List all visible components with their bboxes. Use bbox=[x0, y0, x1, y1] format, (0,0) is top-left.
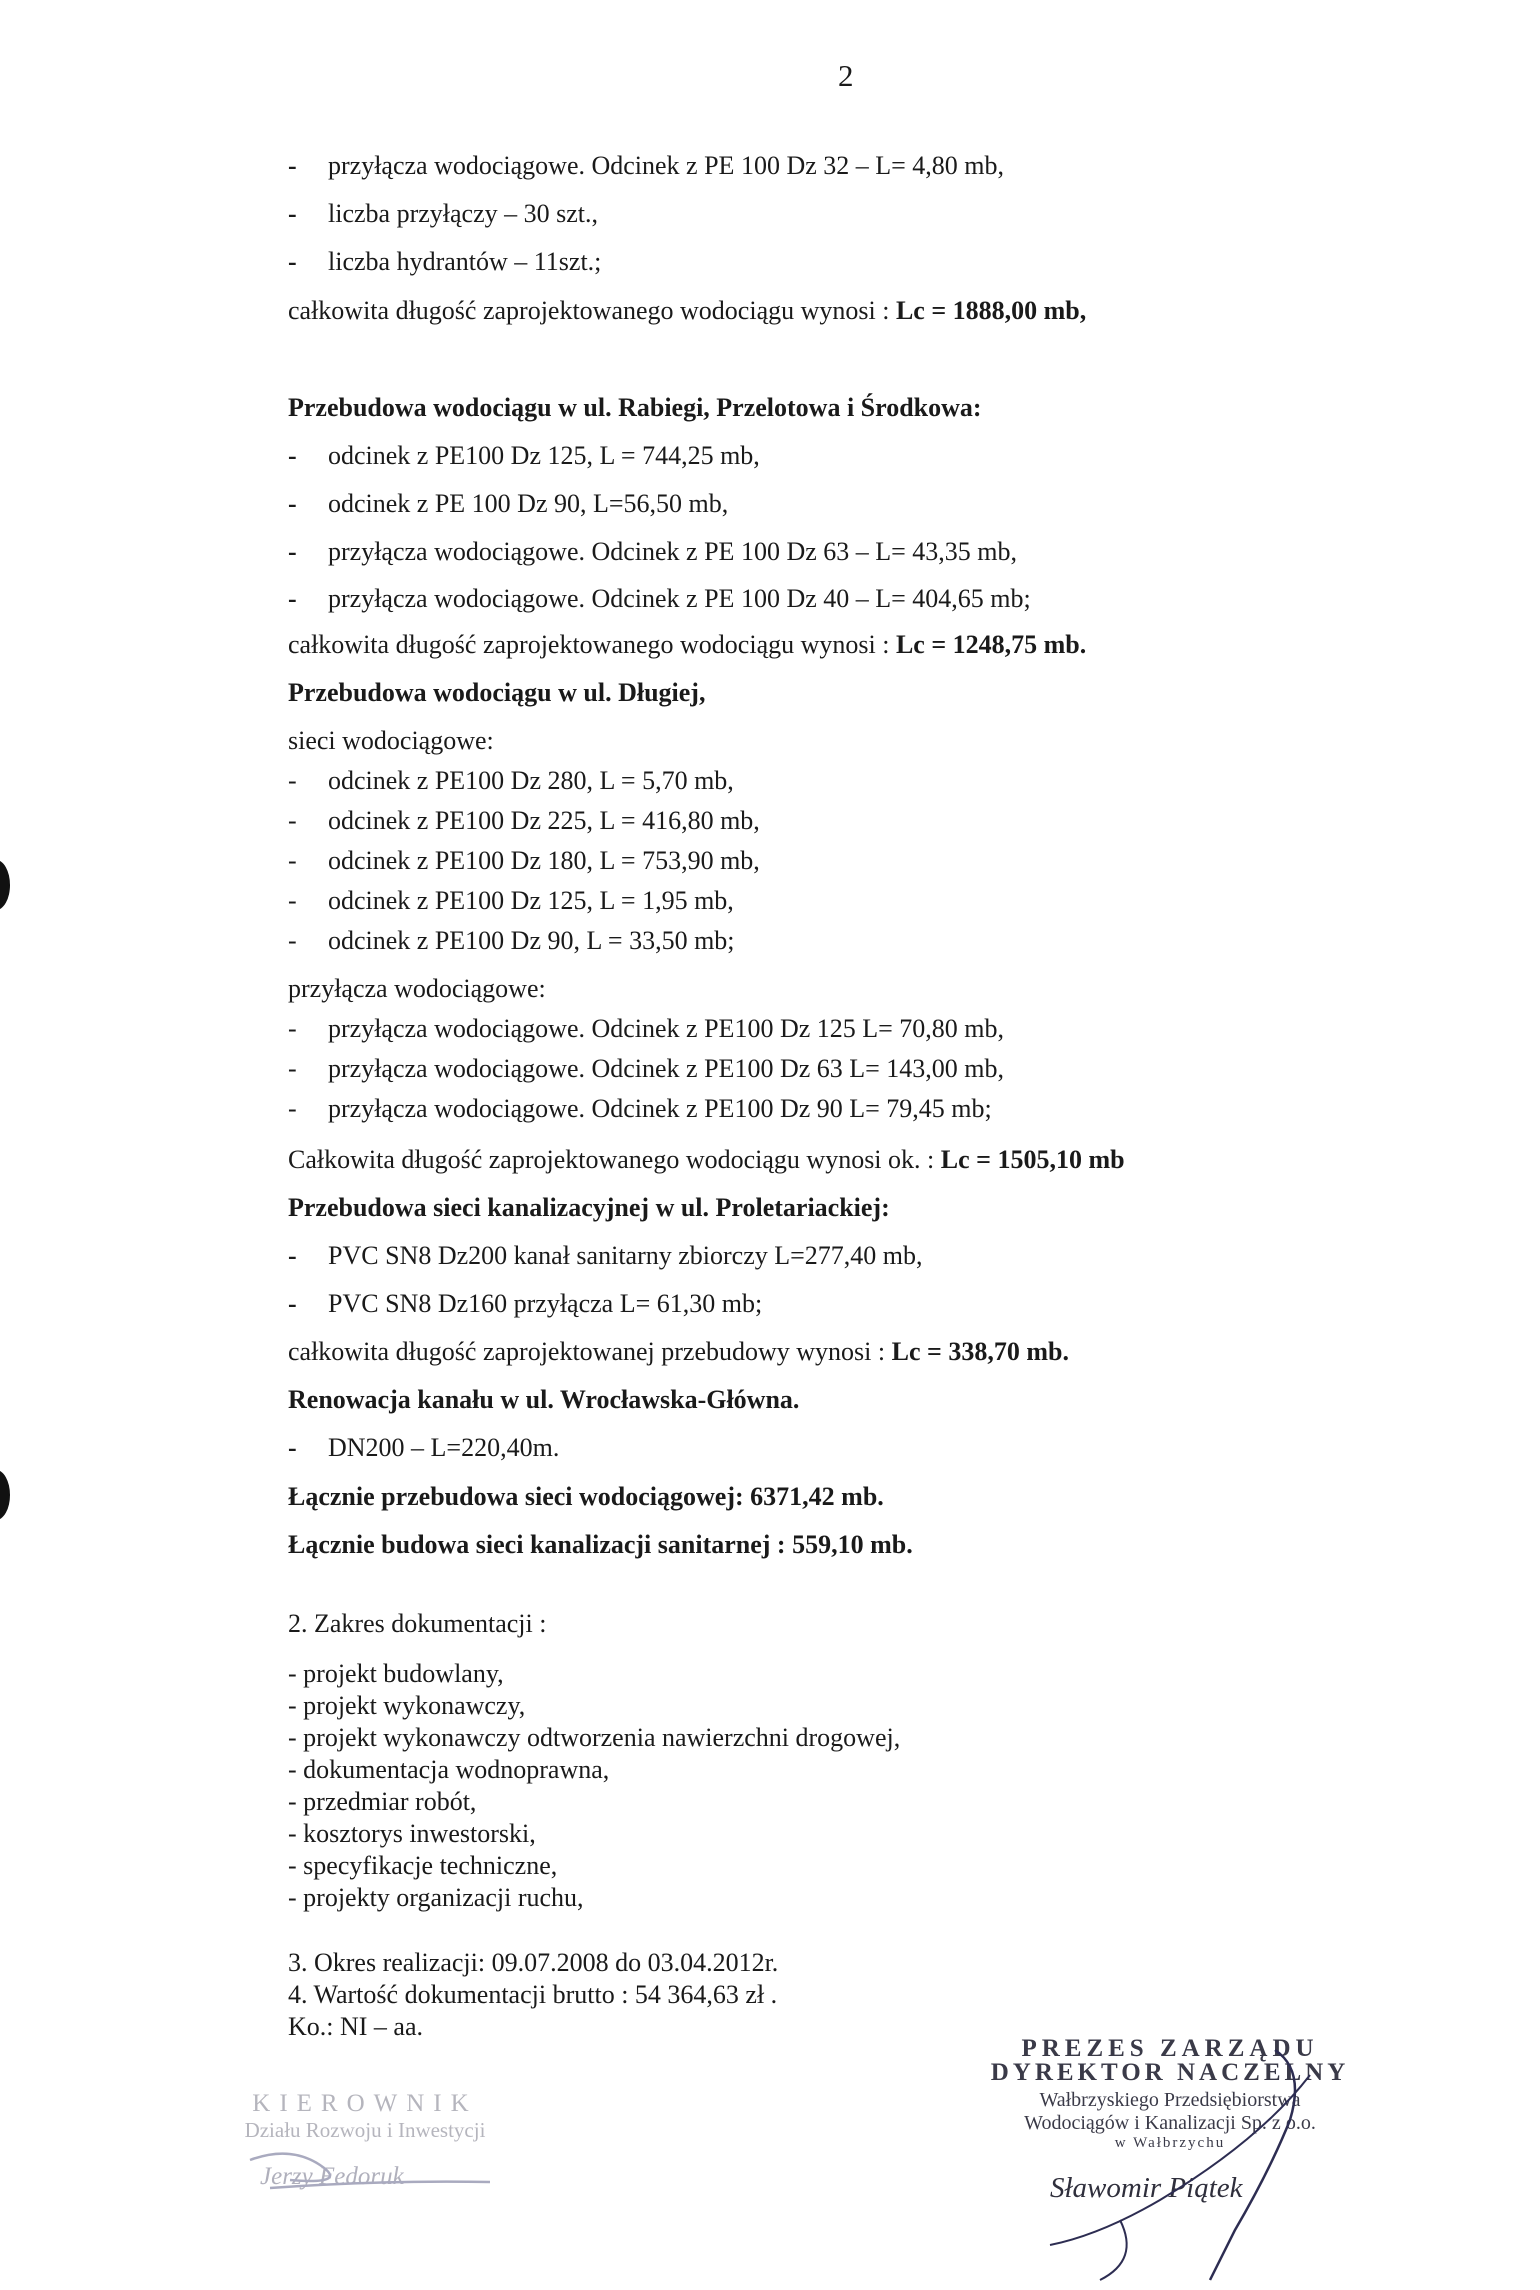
total-value: Lc = 1248,75 mb. bbox=[895, 630, 1087, 659]
bullet-dash: - bbox=[288, 1289, 297, 1318]
list-item bbox=[288, 1288, 762, 1320]
intro-total bbox=[288, 295, 1086, 327]
list-item bbox=[288, 536, 1017, 568]
list-item-text: przyłącza wodociągowe. Odcinek z PE 100 Dz 32 – L= 4,80 mb, bbox=[328, 151, 1005, 180]
scope-heading: 2. Zakres dokumentacji : bbox=[288, 1609, 547, 1638]
list-item-text: przyłącza wodociągowe. Odcinek z PE100 Dz 63 L= 143,00 mb, bbox=[328, 1054, 1005, 1083]
total-label: całkowita długość zaprojektowanego wodociągu wynosi : bbox=[288, 296, 896, 325]
list-item bbox=[288, 845, 760, 877]
bullet-dash: - bbox=[288, 846, 297, 875]
stamp-kierownik bbox=[215, 2090, 515, 2143]
bullet-dash: - bbox=[288, 886, 297, 915]
list-item-text: przyłącza wodociągowe. Odcinek z PE100 Dz 125 L= 70,80 mb, bbox=[328, 1014, 1005, 1043]
binder-hole-bottom bbox=[0, 1470, 10, 1520]
summary-line: Łącznie budowa sieci kanalizacji sanitarnej : 559,10 mb. bbox=[288, 1530, 913, 1559]
list-item-text: odcinek z PE 100 Dz 90, L=56,50 mb, bbox=[328, 489, 729, 518]
bullet-dash: - bbox=[288, 766, 297, 795]
bullet-dash: - bbox=[288, 247, 297, 276]
subheading: przyłącza wodociągowe: bbox=[288, 974, 546, 1003]
list-item-text: odcinek z PE100 Dz 225, L = 416,80 mb, bbox=[328, 806, 760, 835]
bullet-dash: - bbox=[288, 1094, 297, 1123]
scope-item: - projekty organizacji ruchu, bbox=[288, 1883, 584, 1912]
bullet-dash: - bbox=[288, 537, 297, 566]
stamp-title: PREZES ZARZĄDU bbox=[1021, 2035, 1319, 2062]
bullet-dash: - bbox=[288, 441, 297, 470]
section-total bbox=[288, 1336, 1069, 1368]
list-item bbox=[288, 1432, 559, 1464]
stamp-company-2: Wodociągów i Kanalizacji Sp. z o.o. bbox=[1024, 2112, 1316, 2134]
total-label: całkowita długość zaprojektowanego wodociągu wynosi : bbox=[288, 630, 896, 659]
list-item bbox=[288, 1093, 992, 1125]
list-item bbox=[288, 440, 760, 472]
bullet-dash: - bbox=[288, 1054, 297, 1083]
total-value: Lc = 1888,00 mb, bbox=[895, 296, 1087, 325]
list-item bbox=[288, 765, 734, 797]
list-item-text: odcinek z PE100 Dz 90, L = 33,50 mb; bbox=[328, 926, 735, 955]
stamp-company: Wałbrzyskiego Przedsiębiorstwa bbox=[1039, 2089, 1301, 2111]
scope-item: - specyfikacje techniczne, bbox=[288, 1851, 558, 1880]
list-item bbox=[288, 805, 760, 837]
total-label: Całkowita długość zaprojektowanego wodociągu wynosi ok. : bbox=[288, 1145, 941, 1174]
section-heading: Przebudowa sieci kanalizacyjnej w ul. Proletariackiej: bbox=[288, 1193, 890, 1222]
scope-item: - projekt wykonawczy, bbox=[288, 1691, 526, 1720]
stamp-title-2: DYREKTOR NACZELNY bbox=[990, 2059, 1350, 2086]
list-item-text: PVC SN8 Dz200 kanał sanitarny zbiorczy L=277,40 mb, bbox=[328, 1241, 923, 1270]
total-value: Lc = 338,70 mb. bbox=[891, 1337, 1069, 1366]
bullet-dash: - bbox=[288, 926, 297, 955]
page-number: 2 bbox=[838, 58, 854, 93]
signature-fedoruk: Jerzy Fedoruk bbox=[260, 2163, 404, 2190]
list-item-text: przyłącza wodociągowe. Odcinek z PE 100 Dz 40 – L= 404,65 mb; bbox=[328, 584, 1031, 613]
list-item-text: przyłącza wodociągowe. Odcinek z PE 100 Dz 63 – L= 43,35 mb, bbox=[328, 537, 1018, 566]
list-item-text: odcinek z PE100 Dz 180, L = 753,90 mb, bbox=[328, 846, 760, 875]
list-item-text: liczba hydrantów – 11szt.; bbox=[328, 247, 602, 276]
list-item-text: DN200 – L=220,40m. bbox=[328, 1433, 560, 1462]
list-item-text: liczba przyłączy – 30 szt., bbox=[328, 199, 598, 228]
list-item bbox=[288, 150, 1004, 182]
realization-period: 3. Okres realizacji: 09.07.2008 do 03.04.2012r. bbox=[288, 1948, 779, 1977]
list-item bbox=[288, 885, 734, 917]
bullet-dash: - bbox=[288, 151, 297, 180]
scope-item: - przedmiar robót, bbox=[288, 1787, 477, 1816]
list-item-text: przyłącza wodociągowe. Odcinek z PE100 Dz 90 L= 79,45 mb; bbox=[328, 1094, 992, 1123]
documentation-value: 4. Wartość dokumentacji brutto : 54 364,63 zł . bbox=[288, 1980, 778, 2009]
scope-item: - kosztorys inwestorski, bbox=[288, 1819, 536, 1848]
section-heading: Renowacja kanału w ul. Wrocławska-Główna. bbox=[288, 1385, 800, 1414]
bullet-dash: - bbox=[288, 489, 297, 518]
binder-hole-top bbox=[0, 860, 10, 910]
scope-item: - projekt wykonawczy odtworzenia nawierzchni drogowej, bbox=[288, 1723, 901, 1752]
bullet-dash: - bbox=[288, 1433, 297, 1462]
bullet-dash: - bbox=[288, 199, 297, 228]
subheading: sieci wodociągowe: bbox=[288, 726, 494, 755]
bullet-dash: - bbox=[288, 806, 297, 835]
bullet-dash: - bbox=[288, 584, 297, 613]
list-item-text: odcinek z PE100 Dz 125, L = 1,95 mb, bbox=[328, 886, 734, 915]
total-value: Lc = 1505,10 mb bbox=[940, 1145, 1125, 1174]
list-item-text: odcinek z PE100 Dz 280, L = 5,70 mb, bbox=[328, 766, 734, 795]
list-item bbox=[288, 198, 598, 230]
section-total bbox=[288, 629, 1086, 661]
scope-item: - dokumentacja wodnoprawna, bbox=[288, 1755, 610, 1784]
scope-item: - projekt budowlany, bbox=[288, 1659, 504, 1688]
section-total bbox=[288, 1144, 1125, 1176]
list-item bbox=[288, 583, 1031, 615]
stamp-department: Działu Rozwoju i Inwestycji bbox=[244, 2118, 486, 2142]
signature-stroke-left bbox=[230, 2140, 530, 2200]
signature-stroke-right bbox=[1040, 2030, 1360, 2290]
bullet-dash: - bbox=[288, 1241, 297, 1270]
total-label: całkowita długość zaprojektowanej przebudowy wynosi : bbox=[288, 1337, 892, 1366]
list-item bbox=[288, 488, 728, 520]
copy-note: Ko.: NI – aa. bbox=[288, 2012, 424, 2041]
list-item bbox=[288, 246, 601, 278]
stamp-city: w Wałbrzychu bbox=[1114, 2135, 1226, 2151]
list-item bbox=[288, 925, 735, 957]
bullet-dash: - bbox=[288, 1014, 297, 1043]
list-item-text: PVC SN8 Dz160 przyłącza L= 61,30 mb; bbox=[328, 1289, 763, 1318]
section-heading: Przebudowa wodociągu w ul. Długiej, bbox=[288, 678, 706, 707]
list-item bbox=[288, 1053, 1004, 1085]
signature-piatek: Sławomir Piątek bbox=[1050, 2172, 1243, 2204]
section-heading: Przebudowa wodociągu w ul. Rabiegi, Przelotowa i Środkowa: bbox=[288, 393, 982, 422]
summary-line: Łącznie przebudowa sieci wodociągowej: 6371,42 mb. bbox=[288, 1482, 884, 1511]
list-item bbox=[288, 1013, 1004, 1045]
list-item-text: odcinek z PE100 Dz 125, L = 744,25 mb, bbox=[328, 441, 760, 470]
list-item bbox=[288, 1240, 923, 1272]
stamp-title: KIEROWNIK bbox=[252, 2090, 478, 2117]
